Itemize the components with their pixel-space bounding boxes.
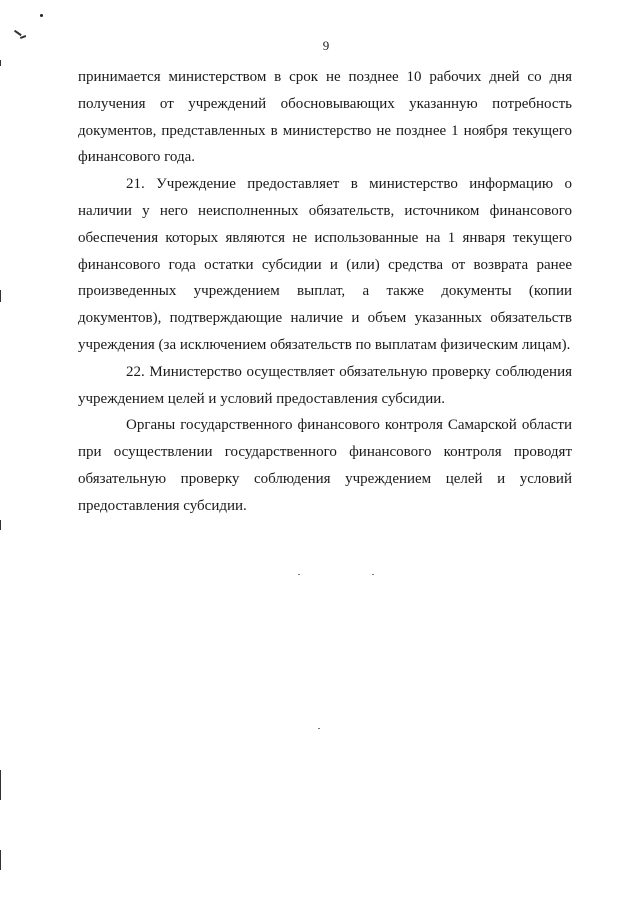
scan-edge-line <box>0 60 1 66</box>
paragraph-21: 21. Учреждение предоставляет в министерство информацию о наличии у него неисполненных обязательств, источником финансового обеспечения которых являются не использованные на 1 января текущего финансового года остатки субсидии и (или) средства от возврата ранее произведенных учреждением выплат, а также документы (копии документов), подтверждающие наличие и объем указанных обязательств учреждения (за исключением обязательств по выплатам физическим лицам). <box>78 176 572 353</box>
scan-speck <box>372 574 374 575</box>
scan-dot <box>40 14 43 17</box>
document-body <box>78 64 572 520</box>
scan-edge-line <box>0 520 1 530</box>
scan-speck <box>318 728 320 729</box>
scan-edge-line <box>0 770 1 800</box>
scan-edge-line <box>0 290 1 302</box>
scan-edge-line <box>0 850 1 870</box>
scan-speck <box>298 574 300 575</box>
page-number: 9 <box>322 38 330 53</box>
paragraph-22-continued: Органы государственного финансового контроля Самарской области при осуществлении государственного финансового контроля проводят обязательную проверку соблюдения учреждением целей и условий предоставления субсидии. <box>78 417 572 514</box>
paragraph-continuation: принимается министерством в срок не позднее 10 рабочих дней со дня получения от учреждений обосновывающих указанную потребность документов, представленных в министерство не позднее 1 ноября текущего финансового года. <box>78 69 572 166</box>
scan-mark-left <box>14 30 21 36</box>
paragraph-22: 22. Министерство осуществляет обязательную проверку соблюдения учреждением целей и условий предоставления субсидии. <box>78 363 572 407</box>
